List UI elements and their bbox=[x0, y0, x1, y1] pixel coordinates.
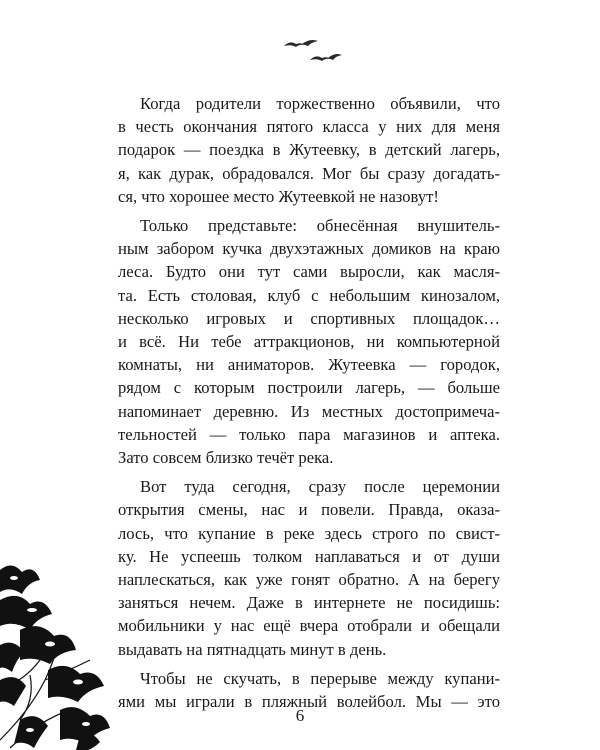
paragraph bbox=[118, 475, 500, 661]
text-line: в честь окончания пятого класса у них для меня bbox=[118, 117, 500, 137]
text-line: Только представьте: обнесённая внушитель- bbox=[140, 216, 500, 236]
text-line: комнаты, ни аниматоров. Жутеевка — городок, bbox=[118, 355, 500, 375]
text-line: напоминает деревню. Из местных достопримеча- bbox=[118, 401, 500, 421]
page-number: 6 bbox=[295, 706, 305, 725]
text-line: открытия смены, нас и повели. Правда, оказа- bbox=[118, 500, 500, 520]
text-line: Зато совсем близко течёт река. bbox=[118, 448, 334, 468]
text-line: леса. Будто они тут сами выросли, как масля- bbox=[118, 262, 500, 282]
text-line: я, как дурак, обрадовался. Мог бы сразу догадать- bbox=[118, 163, 500, 183]
paragraph bbox=[118, 214, 500, 469]
seagulls-icon bbox=[280, 32, 350, 77]
text-line: Чтобы не скучать, в перерыве между купани- bbox=[140, 668, 500, 688]
text-line: и всё. Ни тебе аттракционов, ни компьютерной bbox=[118, 332, 500, 352]
text-line: ями мы играли в пляжный волейбол. Мы — это bbox=[118, 692, 500, 712]
text-line: заняться нечем. Даже в интернете не посидишь: bbox=[118, 593, 500, 613]
text-line: мобильники у нас ещё вчера отобрали и обещали bbox=[118, 616, 500, 636]
body-text bbox=[118, 92, 500, 719]
text-line: несколько игровых и спортивных площадок… bbox=[118, 308, 500, 328]
text-line: выдавать на пятнадцать минут в день. bbox=[118, 639, 387, 659]
text-line: подарок — поездка в Жутеевку, в детский лагерь, bbox=[118, 140, 500, 160]
text-line: ным забором кучка двухэтажных домиков на краю bbox=[118, 239, 500, 259]
text-line: рядом с которым построили лагерь, — больше bbox=[118, 378, 500, 398]
text-line: Вот туда сегодня, сразу после церемонии bbox=[140, 477, 500, 497]
text-line: ку. Не успеешь толком наплаваться и от души bbox=[118, 546, 500, 566]
text-line: ся, что хорошее место Жутеевкой не назовут! bbox=[118, 186, 439, 206]
text-line: наплескаться, как уже гонят обратно. А на берегу bbox=[118, 570, 500, 590]
text-line: тельностей — только пара магазинов и аптека. bbox=[118, 424, 500, 444]
text-line: Когда родители торжественно объявили, что bbox=[140, 94, 500, 113]
text-line: та. Есть столовая, клуб с небольшим кинозалом, bbox=[118, 285, 500, 305]
paragraph bbox=[118, 92, 500, 208]
text-line: лось, что купание в реке здесь строго по свист- bbox=[118, 523, 500, 543]
